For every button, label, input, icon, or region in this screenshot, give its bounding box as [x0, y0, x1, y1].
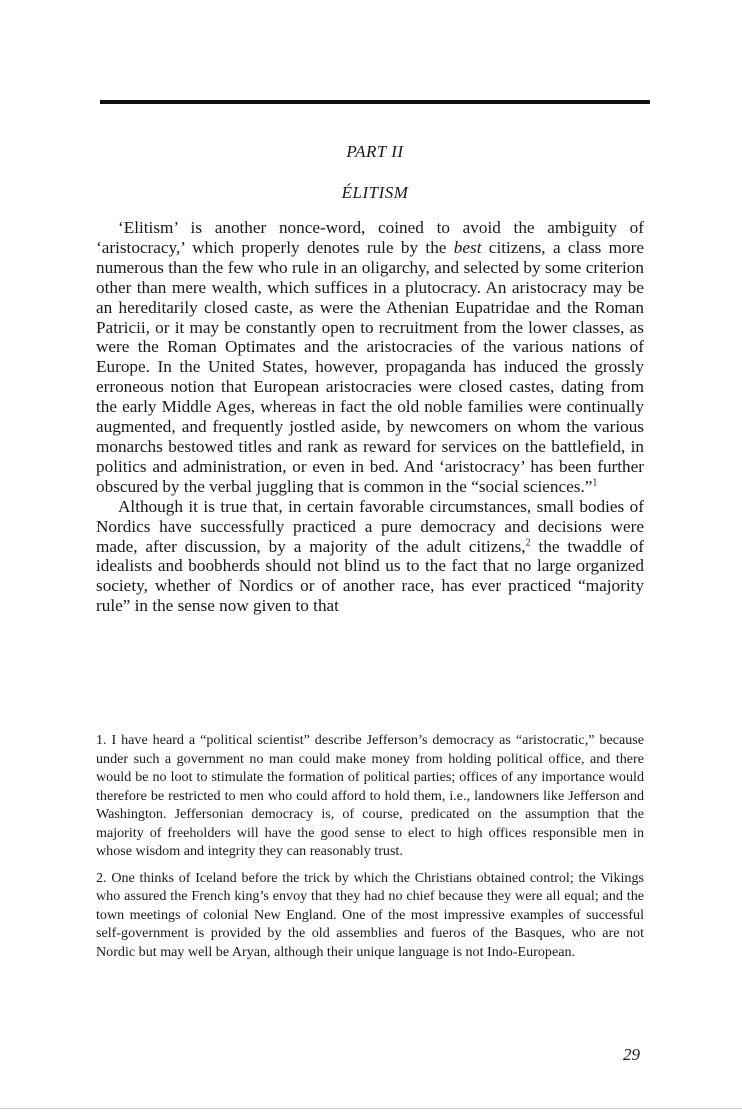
footnote-ref-2: 2: [525, 536, 531, 548]
paragraph-2: [96, 497, 644, 616]
part-title: PART II: [346, 142, 404, 161]
footnotes: [96, 731, 644, 969]
paragraph-2-text-a: Although it is true that, in certain favorable circumstances, small bodies of Nordics have successfully practiced a pure democracy and decisions were made, after discussion, by a majority of the adult citizens,: [96, 496, 644, 556]
section-title: ÉLITISM: [341, 183, 409, 202]
footnote-1: 1. I have heard a “political scientist” describe Jefferson’s democracy as “aristocratic,” because under such a government no man could make money from holding political office, and there would be no loot to stimulate the formation of political parties; offices of any importance would therefore be restricted to men who could afford to hold them, i.e., landowners like Jefferson and Washington. Jeffersonian democracy is, of course, predicated on the assumption that the majority of freeholders will have the good sense to elect to high offices responsible men in whose wisdom and integrity they can reasonably trust.: [96, 732, 644, 859]
footnote-2: 2. One thinks of Iceland before the trick by which the Christians obtained control; the Vikings who assured the French king’s envoy that they had no chief because they were all equal; and the town meetings of colonial New England. One of the most impressive examples of successful self-government is provided by the old assemblies and fueros of the Basques, who are not Nordic but may well be Aryan, although their unique language is not Indo-European.: [96, 869, 644, 960]
paragraph-1-text-a: ‘Elitism’ is another nonce-word, coined to avoid the ambiguity of ‘aristocracy,’ which properly denotes rule by the: [96, 218, 644, 257]
paragraph-1-text-b: citizens, a class more numerous than the few who rule in an oligarchy, and selected by some criterion other than mere wealth, which suffices in a plutocracy. An aristocracy may be an hereditarily closed caste, as were the Athenian Eupatridae and the Roman Patricii, or it may be constantly open to recruitment from the lower classes, as were the Roman Optimates and the aristocracies of the various nations of Europe. In the United States, however, propaganda has induced the grossly erroneous notion that European aristocracies were closed castes, dating from the early Middle Ages, whereas in fact the old noble families were continually augmented, and frequently jostled aside, by newcomers on whom the various monarchs bestowed titles and rank as reward for services on the battlefield, in politics and administration, or even in bed. And ‘aristocracy’ has been further obscured by the verbal juggling that is common in the “social sciences.”: [96, 237, 644, 496]
paragraph-2-text-b: the twaddle of idealists and boobherds should not blind us to the fact that no large organized society, whether of Nordics or of another race, has ever practiced “majority rule” in the sense now given to that: [96, 536, 644, 616]
emphasis-best: best: [453, 237, 482, 257]
paragraph-1: [96, 218, 644, 497]
bottom-edge: [0, 1108, 742, 1109]
page-number: 29: [623, 1045, 640, 1064]
footnote-ref-1: 1: [592, 477, 598, 489]
body-text: [96, 218, 644, 616]
top-rule: [100, 100, 650, 104]
